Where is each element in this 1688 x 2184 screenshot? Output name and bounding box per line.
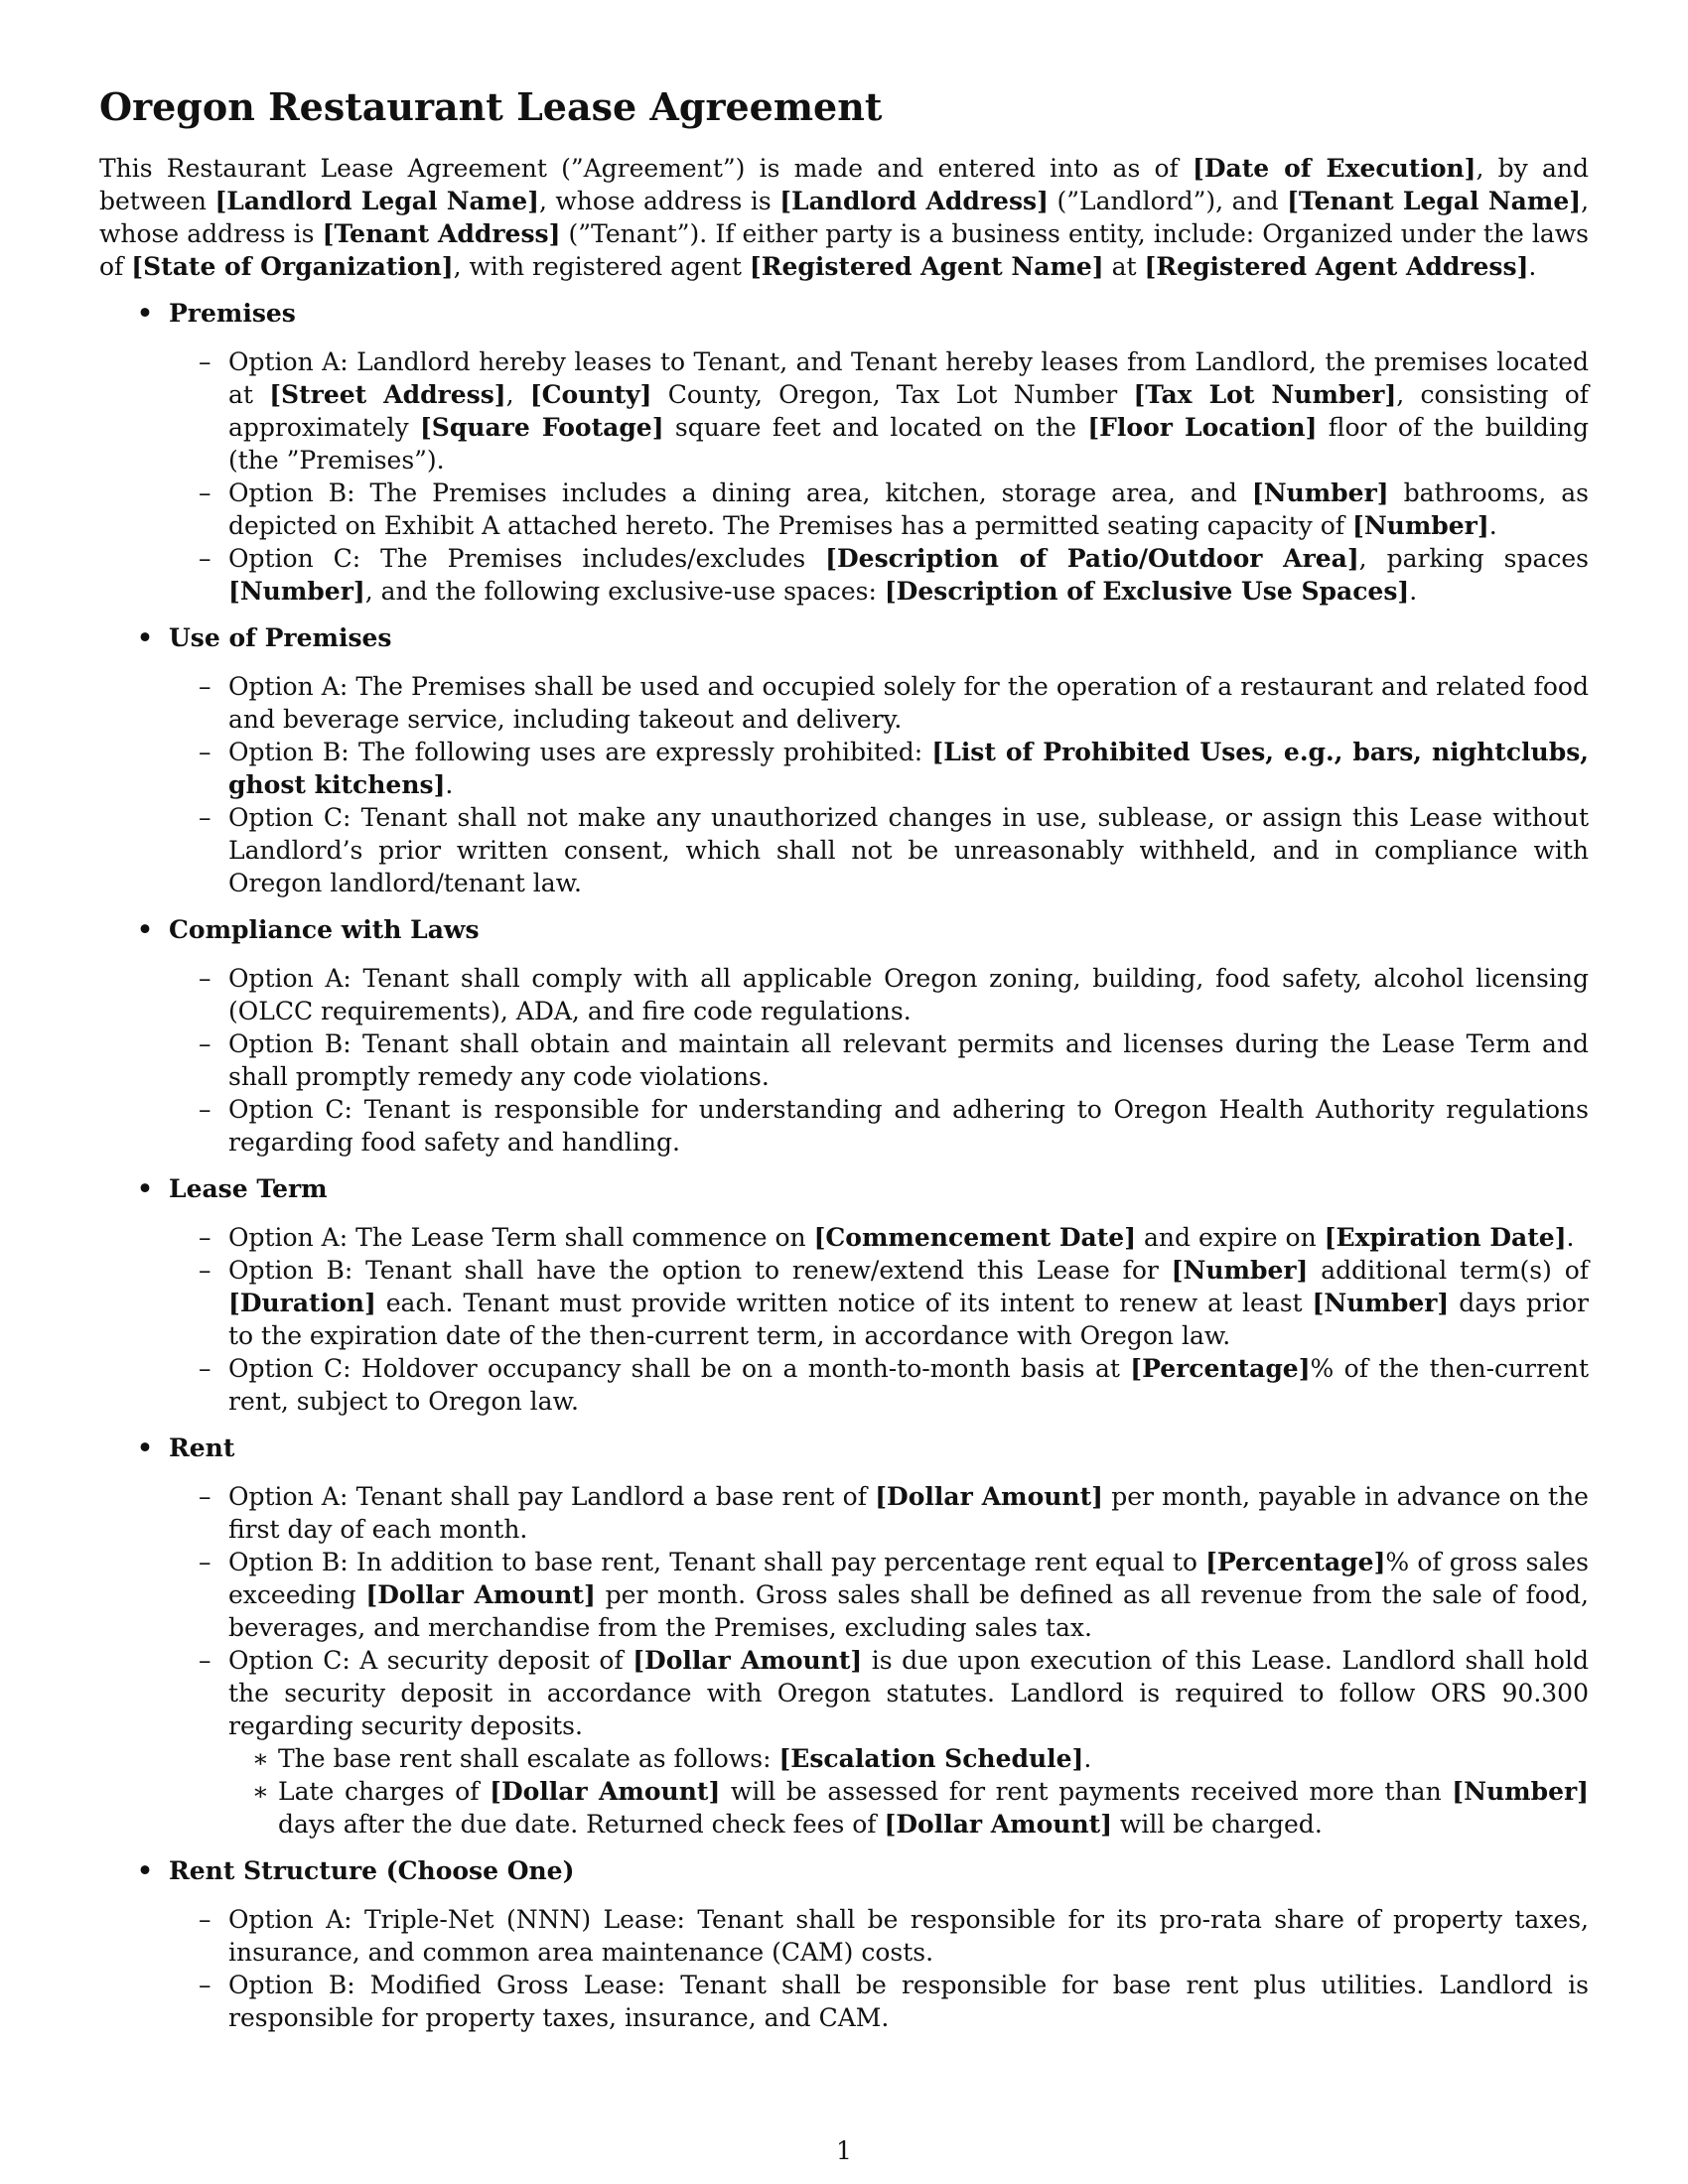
intro-paragraph: [99, 152, 1589, 283]
text-run: The base rent shall escalate as follows:: [278, 1744, 779, 1773]
placeholder-field: [Date of Execution]: [1193, 154, 1477, 183]
text-run: floor of the building (the ”Premises”).: [228, 413, 1590, 475]
text-run: .: [1528, 252, 1537, 281]
placeholder-field: [Number]: [1351, 511, 1489, 540]
section-item: [99, 1854, 1589, 2034]
section-list: [99, 297, 1589, 2034]
text-run: , and the following exclusive-use spaces:: [364, 577, 885, 606]
section-item: [99, 913, 1589, 1159]
text-run: Option A: Tenant shall comply with all applicable Oregon zoning, building, food safety, alcohol licensing (OLCC requirements), ADA, and fire code regulations.: [228, 964, 1589, 1025]
option-text: [228, 1354, 1589, 1416]
placeholder-field: [Floor Location]: [1087, 413, 1318, 442]
bullet-marker: •: [137, 915, 153, 944]
star-marker: ∗: [252, 1777, 269, 1806]
text-run: Option C: A security deposit of: [228, 1646, 633, 1675]
text-run: County, Oregon, Tax Lot Number: [651, 380, 1134, 409]
placeholder-field: [Registered Agent Address]: [1144, 252, 1529, 281]
text-run: Option C: The Premises includes/excludes: [228, 544, 826, 573]
dash-marker: –: [199, 1971, 211, 1999]
section-item: [99, 1432, 1589, 1841]
placeholder-field: [Duration]: [228, 1289, 376, 1317]
text-run: (”Landlord”), and: [1048, 187, 1288, 215]
text-run: per month, payable in advance on the first day of each month.: [228, 1482, 1589, 1544]
option-list: [169, 1221, 1589, 1418]
dash-marker: –: [199, 544, 211, 573]
sub-list: [228, 1742, 1589, 1841]
text-run: additional term(s) of: [1308, 1256, 1589, 1285]
text-run: square feet and located on the: [663, 413, 1088, 442]
dash-marker: –: [199, 1256, 211, 1285]
text-run: , whose address is: [538, 187, 780, 215]
option-item: [169, 1093, 1589, 1159]
dash-marker: –: [199, 672, 211, 701]
text-run: Option A: Tenant shall pay Landlord a base rent of: [228, 1482, 876, 1511]
option-item: [169, 1254, 1589, 1352]
option-list: [169, 1480, 1589, 1841]
placeholder-field: [State of Organization]: [131, 252, 454, 281]
text-run: .: [1488, 511, 1497, 540]
placeholder-field: [Number]: [1171, 1256, 1309, 1285]
sub-item-text: [278, 1744, 1091, 1773]
option-item: [169, 736, 1589, 801]
option-item: [169, 962, 1589, 1027]
placeholder-field: [Registered Agent Name]: [749, 252, 1104, 281]
dash-marker: –: [199, 1354, 211, 1383]
section-title: Rent Structure (Choose One): [169, 1856, 575, 1885]
option-item: [169, 1644, 1589, 1841]
text-run: This Restaurant Lease Agreement (”Agreement”) is made and entered into as of: [99, 154, 1193, 183]
placeholder-field: [Dollar Amount]: [884, 1810, 1113, 1839]
text-run: % of gross sales exceeding: [228, 1548, 1589, 1609]
option-text: [228, 672, 1589, 734]
sub-item: [228, 1742, 1589, 1775]
placeholder-field: [Percentage]: [1130, 1354, 1311, 1383]
placeholder-field: [Dollar Amount]: [875, 1482, 1103, 1511]
option-text: [228, 1095, 1589, 1157]
dash-marker: –: [199, 1029, 211, 1058]
placeholder-field: [Tax Lot Number]: [1133, 380, 1397, 409]
page-number: 1: [836, 2136, 852, 2165]
text-run: .: [1409, 577, 1418, 606]
bullet-marker: •: [137, 1856, 153, 1885]
option-item: [169, 477, 1589, 542]
option-text: [228, 1029, 1589, 1091]
option-list: [169, 1903, 1589, 2034]
sub-item: [228, 1775, 1589, 1841]
section-title: Lease Term: [169, 1174, 328, 1203]
option-item: [169, 1352, 1589, 1418]
option-list: [169, 962, 1589, 1159]
option-text: [228, 1256, 1589, 1350]
text-run: .: [1566, 1223, 1575, 1252]
text-run: Option C: Tenant shall not make any unauthorized changes in use, sublease, or assign this Lease without Landlord’s prior written consent, which shall not be unreasonably withheld, and in compliance with Oregon landlord/tenant law.: [228, 803, 1589, 897]
option-item: [169, 1221, 1589, 1254]
placeholder-field: [Commencement Date]: [813, 1223, 1137, 1252]
text-run: (”Tenant”). If either party is a business entity, include: Organized under the laws of: [99, 219, 1590, 281]
placeholder-field: [Expiration Date]: [1324, 1223, 1567, 1252]
document-title: Oregon Restaurant Lease Agreement: [99, 84, 883, 129]
option-item: [169, 345, 1589, 477]
dash-marker: –: [199, 478, 211, 507]
text-run: days after the due date. Returned check fees of: [278, 1810, 885, 1839]
text-run: ,: [505, 380, 530, 409]
option-text: [228, 1548, 1589, 1642]
text-run: is due upon execution of this Lease. Landlord shall hold the security deposit in accordance with Oregon statutes. Landlord is required to follow ORS 90.300 regarding security deposits.: [228, 1646, 1589, 1740]
option-list: [169, 345, 1589, 608]
text-run: Option B: Tenant shall have the option to renew/extend this Lease for: [228, 1256, 1172, 1285]
section-title: Premises: [169, 299, 296, 328]
text-run: Option A: The Premises shall be used and occupied solely for the operation of a restaurant and related food and beverage service, including takeout and delivery.: [228, 672, 1589, 734]
option-list: [169, 670, 1589, 899]
dash-marker: –: [199, 347, 211, 376]
text-run: Option A: The Lease Term shall commence on: [228, 1223, 814, 1252]
text-run: Option A: Landlord hereby leases to Tenant, and Tenant hereby leases from Landlord, the premises located at: [228, 347, 1589, 409]
placeholder-field: [Description of Exclusive Use Spaces]: [884, 577, 1410, 606]
dash-marker: –: [199, 1905, 211, 1934]
text-run: , by and between: [99, 154, 1589, 215]
text-run: per month. Gross sales shall be defined as all revenue from the sale of food, beverages, and merchandise from the Premises, excluding sales tax.: [228, 1580, 1589, 1642]
option-text: [228, 738, 1589, 799]
option-item: [169, 670, 1589, 736]
option-item: [169, 1480, 1589, 1546]
section-item: [99, 621, 1589, 899]
option-item: [169, 1969, 1589, 2034]
placeholder-field: [Landlord Legal Name]: [214, 187, 539, 215]
placeholder-field: [Dollar Amount]: [365, 1580, 596, 1609]
bullet-marker: •: [137, 623, 153, 652]
option-text: [228, 1223, 1575, 1252]
star-marker: ∗: [252, 1744, 269, 1773]
option-text: [228, 544, 1589, 606]
text-run: each. Tenant must provide written notice of its intent to renew at least: [375, 1289, 1313, 1317]
placeholder-field: [Number]: [1312, 1289, 1450, 1317]
placeholder-field: [Percentage]: [1205, 1548, 1386, 1576]
bullet-marker: •: [137, 299, 153, 328]
text-run: Option A: Triple-Net (NNN) Lease: Tenant shall be responsible for its pro-rata share of property taxes, insurance, and common area maintenance (CAM) costs.: [228, 1905, 1589, 1967]
text-run: % of the then-current rent, subject to Oregon law.: [228, 1354, 1590, 1416]
text-run: Option B: Tenant shall obtain and maintain all relevant permits and licenses during the Lease Term and shall promptly remedy any code violations.: [228, 1029, 1589, 1091]
text-run: Option B: In addition to base rent, Tenant shall pay percentage rent equal to: [228, 1548, 1206, 1576]
dash-marker: –: [199, 803, 211, 832]
dash-marker: –: [199, 1482, 211, 1511]
text-run: bathrooms, as depicted on Exhibit A attached hereto. The Premises has a permitted seating capacity of: [228, 478, 1589, 540]
text-run: Option B: The following uses are expressly prohibited:: [228, 738, 932, 766]
option-item: [169, 542, 1589, 608]
option-text: [228, 1482, 1589, 1544]
option-item: [169, 1903, 1589, 1969]
placeholder-field: [Number]: [1251, 478, 1389, 507]
dash-marker: –: [199, 1646, 211, 1675]
dash-marker: –: [199, 1548, 211, 1576]
option-item: [169, 1027, 1589, 1093]
text-run: , consisting of approximately: [228, 380, 1590, 442]
text-run: days prior to the expiration date of the then-current term, in accordance with Oregon law.: [228, 1289, 1589, 1350]
placeholder-field: [Dollar Amount]: [490, 1777, 721, 1806]
section-item: [99, 1172, 1589, 1418]
section-title: Rent: [169, 1433, 235, 1462]
option-text: [228, 964, 1589, 1025]
placeholder-field: [Dollar Amount]: [633, 1646, 863, 1675]
text-run: , with registered agent: [453, 252, 750, 281]
text-run: Late charges of: [278, 1777, 491, 1806]
document-page: [99, 84, 1589, 2048]
text-run: Option B: Modified Gross Lease: Tenant shall be responsible for base rent plus utilities. Landlord is responsible for property taxes, insurance, and CAM.: [228, 1971, 1589, 2032]
bullet-marker: •: [137, 1174, 153, 1203]
dash-marker: –: [199, 964, 211, 993]
section-title: Compliance with Laws: [169, 915, 480, 944]
placeholder-field: [Landlord Address]: [779, 187, 1049, 215]
text-run: at: [1103, 252, 1145, 281]
placeholder-field: [Number]: [1452, 1777, 1589, 1806]
text-run: .: [1083, 1744, 1092, 1773]
option-text: [228, 803, 1589, 897]
text-run: will be assessed for rent payments received more than: [720, 1777, 1453, 1806]
sub-item-text: [278, 1777, 1589, 1839]
text-run: , parking spaces: [1358, 544, 1589, 573]
text-run: Option B: The Premises includes a dining area, kitchen, storage area, and: [228, 478, 1252, 507]
option-text: [228, 1971, 1589, 2032]
option-item: [169, 1546, 1589, 1644]
placeholder-field: [Square Footage]: [419, 413, 664, 442]
bullet-marker: •: [137, 1433, 153, 1462]
placeholder-field: [Tenant Legal Name]: [1287, 187, 1582, 215]
placeholder-field: [Number]: [228, 577, 365, 606]
placeholder-field: [List of Prohibited Uses, e.g., bars, nightclubs, ghost kitchens]: [228, 738, 1589, 799]
dash-marker: –: [199, 738, 211, 766]
option-text: [228, 1905, 1589, 1967]
text-run: Option C: Tenant is responsible for understanding and adhering to Oregon Health Authority regulations regarding food safety and handling.: [228, 1095, 1589, 1157]
section-item: [99, 297, 1589, 608]
text-run: Option C: Holdover occupancy shall be on a month-to-month basis at: [228, 1354, 1131, 1383]
text-run: , whose address is: [99, 187, 1590, 248]
option-text: [228, 1646, 1589, 1740]
option-text: [228, 478, 1589, 540]
dash-marker: –: [199, 1223, 211, 1252]
option-item: [169, 801, 1589, 899]
option-text: [228, 347, 1589, 475]
text-run: .: [445, 770, 454, 799]
text-run: and expire on: [1136, 1223, 1325, 1252]
dash-marker: –: [199, 1095, 211, 1124]
text-run: will be charged.: [1112, 1810, 1323, 1839]
placeholder-field: [Escalation Schedule]: [778, 1744, 1084, 1773]
placeholder-field: [Description of Patio/Outdoor Area]: [825, 544, 1359, 573]
placeholder-field: [County]: [529, 380, 652, 409]
section-title: Use of Premises: [169, 623, 392, 652]
placeholder-field: [Tenant Address]: [322, 219, 561, 248]
placeholder-field: [Street Address]: [269, 380, 506, 409]
